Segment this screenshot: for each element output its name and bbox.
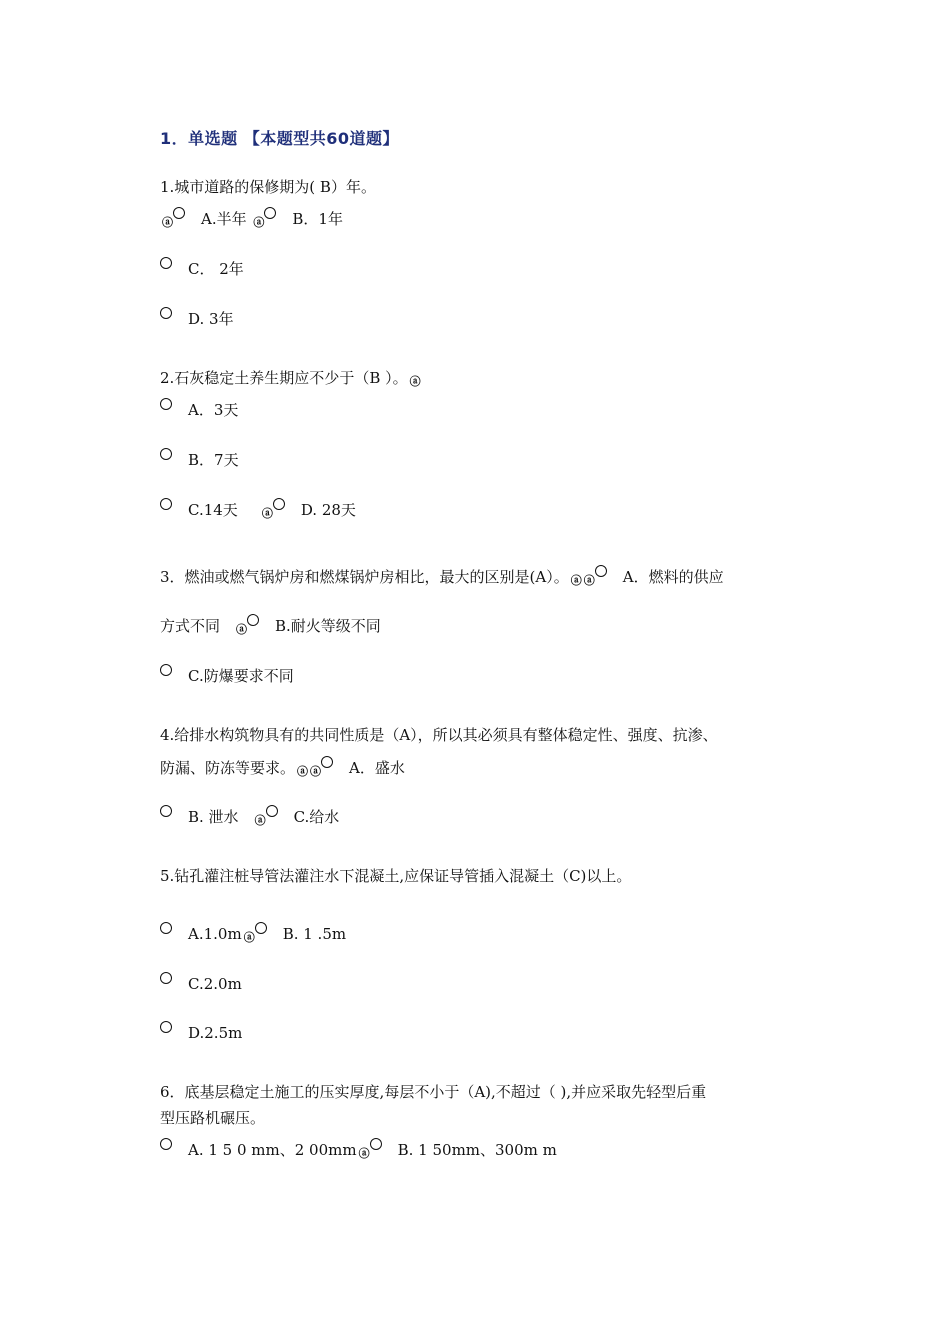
- mark-glyph-icon: ⓐ: [261, 507, 273, 520]
- option-q3-c: C.防爆要求不同: [188, 667, 294, 685]
- radio-q4-b[interactable]: [160, 805, 172, 817]
- mark-glyph-icon: ⓐ: [243, 931, 255, 944]
- radio-q3-c[interactable]: [160, 664, 172, 676]
- question-1-options-ab: [160, 207, 343, 227]
- mark-glyph-icon: ⓐ: [162, 216, 173, 229]
- question-6-text-line1: 6．底基层稳定土施工的压实厚度,每层不小于（A),不超过（ ),并应采取先轻型后重: [160, 1083, 707, 1101]
- question-2-option-b: [160, 448, 239, 468]
- option-q5-b: B. 1 .5m: [282, 925, 347, 943]
- option-q4-c: C.给水: [293, 808, 340, 826]
- radio-q2-c[interactable]: [160, 498, 172, 510]
- mark-glyph-icon: ⓐ: [236, 623, 248, 636]
- option-q2-b: B．7天: [188, 451, 239, 469]
- question-6-options-ab: [160, 1138, 557, 1158]
- mark-glyph-icon: ⓐ: [254, 814, 266, 827]
- radio-q1-b[interactable]: [264, 207, 276, 219]
- option-q1-b: B．1年: [292, 210, 343, 228]
- radio-q2-b[interactable]: [160, 448, 172, 460]
- question-4-options-bc: [160, 805, 339, 825]
- radio-q5-a[interactable]: [160, 922, 172, 934]
- radio-q2-a[interactable]: [160, 398, 172, 410]
- option-q4-b: B. 泄水: [188, 808, 239, 826]
- option-q1-c: C． 2年: [188, 260, 244, 278]
- question-3-text: 3．燃油或燃气锅炉房和燃煤锅炉房相比，最大的区别是(A）。 ⓐ ⓐ A．燃料的供应: [160, 565, 724, 585]
- radio-q1-d[interactable]: [160, 307, 172, 319]
- option-q5-d: D.2.5m: [188, 1024, 243, 1042]
- radio-q5-c[interactable]: [160, 972, 172, 984]
- option-q6-a: A. 1 5 0 mm、2 00mm: [188, 1141, 357, 1159]
- question-1-option-d: [160, 307, 234, 327]
- mark-glyph-icon: ⓐ: [583, 574, 595, 587]
- option-q3-a-part1: A．燃料的供应: [622, 568, 724, 586]
- radio-q5-d[interactable]: [160, 1021, 172, 1033]
- question-6-text-line2: 型压路机碾压。: [160, 1109, 266, 1127]
- radio-q6-b[interactable]: [370, 1138, 382, 1150]
- radio-q4-a[interactable]: [321, 756, 333, 768]
- radio-q1-a[interactable]: [173, 207, 185, 219]
- option-q5-a: A.1.0m: [188, 925, 242, 943]
- option-q1-d: D. 3年: [188, 310, 234, 328]
- radio-q5-b[interactable]: [255, 922, 267, 934]
- mark-glyph-icon: ⓐ: [310, 765, 322, 778]
- radio-q3-b[interactable]: [247, 614, 259, 626]
- question-1-text: 1.城市道路的保修期为( B）年。: [160, 178, 376, 196]
- radio-q4-c[interactable]: [266, 805, 278, 817]
- radio-q2-d[interactable]: [273, 498, 285, 510]
- question-2-option-a: [160, 398, 238, 418]
- radio-q1-c[interactable]: [160, 257, 172, 269]
- option-q3-a-part2: 方式不同: [160, 617, 221, 635]
- radio-q6-a[interactable]: [160, 1138, 172, 1150]
- question-3-options-ab: [160, 614, 381, 634]
- radio-q3-a[interactable]: [595, 565, 607, 577]
- option-q2-d: D. 28天: [300, 501, 356, 519]
- question-3-option-c: [160, 664, 294, 684]
- mark-glyph-icon: ⓐ: [297, 765, 309, 778]
- question-5-options-ab: [160, 922, 346, 942]
- mark-glyph-icon: ⓐ: [570, 574, 582, 587]
- mark-glyph-icon: ⓐ: [253, 216, 265, 229]
- section-heading: 1．单选题 【本题型共60道题】: [160, 129, 399, 148]
- question-4-text-line2: 防漏、防冻等要求。 ⓐ ⓐ A．盛水: [160, 756, 405, 776]
- question-2-text: 2.石灰稳定土养生期应不少于（B ）。 ⓐ: [160, 368, 421, 388]
- question-5-option-d: [160, 1021, 242, 1041]
- option-q6-b: B. 1 50mm、300m m: [397, 1141, 557, 1159]
- option-q3-b: B.耐火等级不同: [275, 617, 381, 635]
- option-q5-c: C.2.0m: [188, 975, 242, 993]
- question-5-text: 5.钻孔灌注桩导管法灌注水下混凝土,应保证导管插入混凝土（C)以上。: [160, 867, 632, 885]
- question-1-option-c: [160, 257, 244, 277]
- option-q4-a: A．盛水: [349, 759, 405, 777]
- option-q2-c: C.14天: [188, 501, 238, 519]
- question-2-options-cd: [160, 498, 356, 518]
- question-4-text-line1: 4.给排水构筑物具有的共同性质是（A），所以其必须具有整体稳定性、强度、抗渗、: [160, 726, 718, 744]
- mark-glyph-icon: ⓐ: [409, 375, 421, 388]
- question-5-option-c: [160, 972, 242, 992]
- option-q1-a: A.半年: [201, 210, 247, 228]
- option-q2-a: A．3天: [188, 401, 239, 419]
- mark-glyph-icon: ⓐ: [358, 1147, 370, 1160]
